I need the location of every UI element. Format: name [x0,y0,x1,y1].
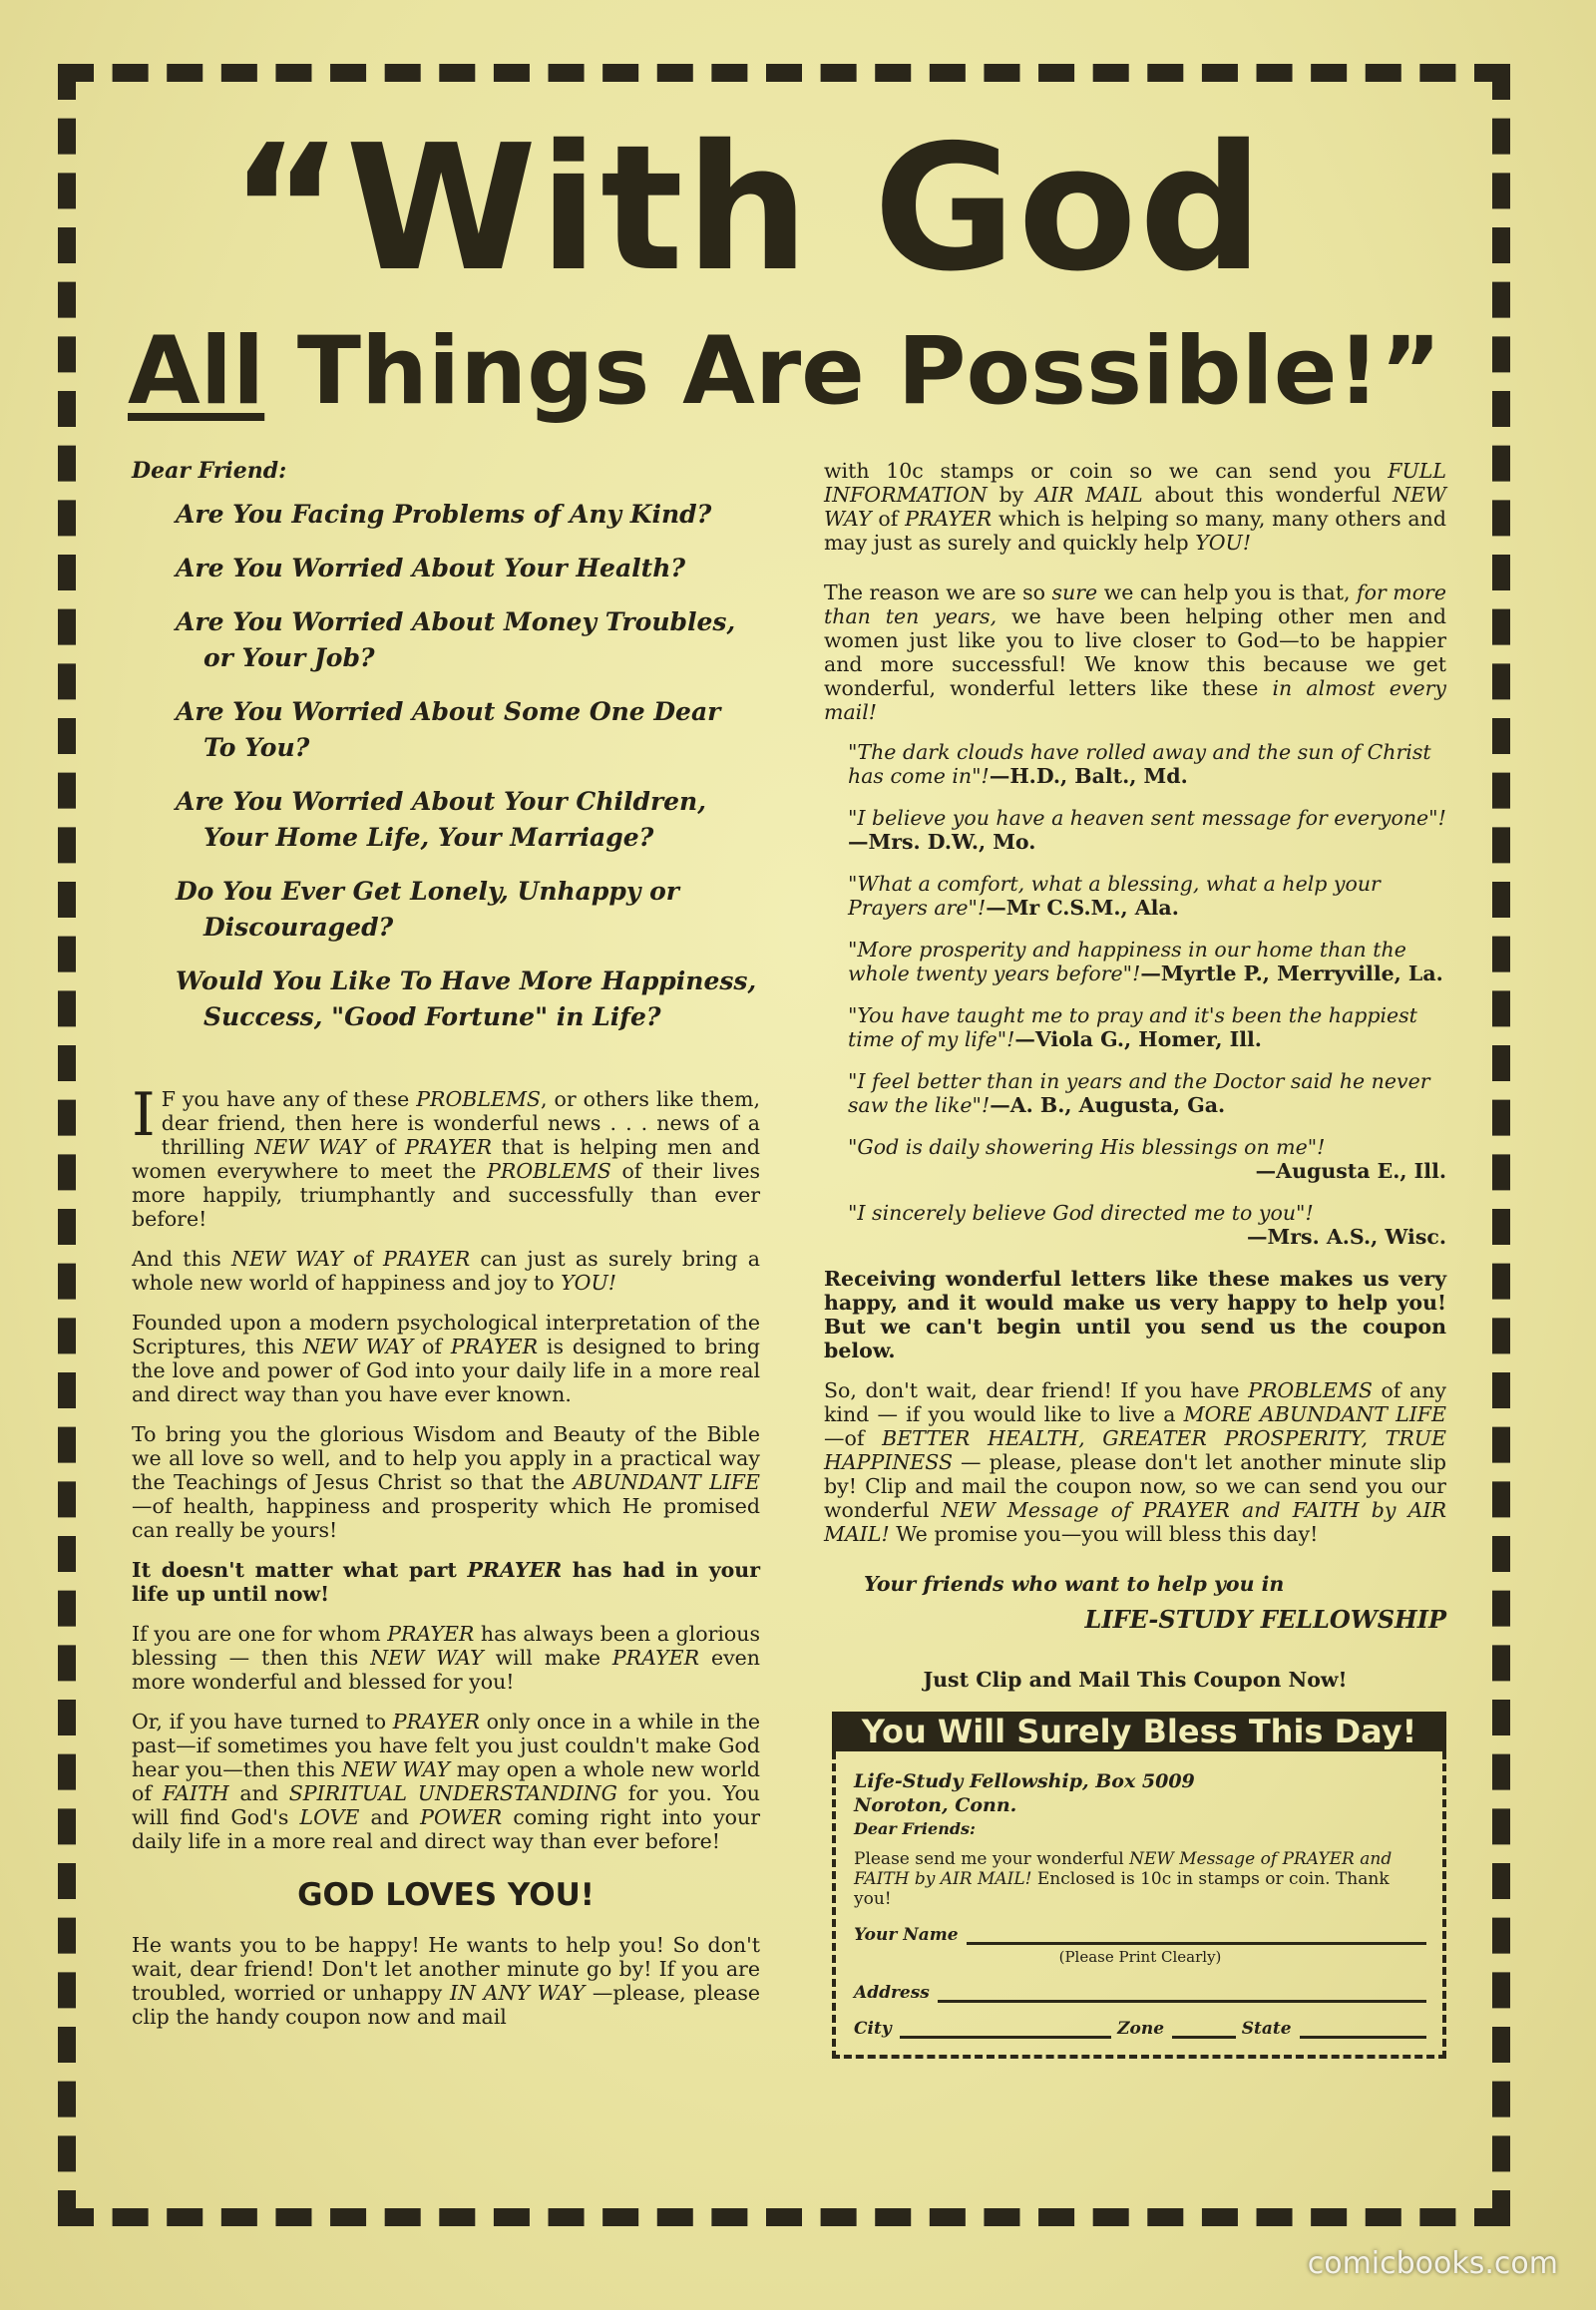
name-input-line[interactable] [967,1928,1426,1945]
zone-input-line[interactable] [1172,2022,1236,2039]
coupon-body: Please send me your wonderful NEW Message of PRAYER and FAITH by AIR MAIL! Enclosed is 10c in stamps or coin. Thank you! [854,1849,1393,1909]
signoff-organization: LIFE-STUDY FELLOWSHIP [1084,1605,1446,1634]
testimonial-8: "I sincerely believe God directed me to you"! —Mrs. A.S., Wisc. [848,1201,1446,1249]
question-7: Would You Like To Have More Happiness, Success, "Good Fortune" in Life? [176,966,757,1031]
paragraph-2: And this NEW WAY of PRAYER can just as surely bring a whole new world of happiness and joy to YOU! [132,1247,761,1295]
signoff-line: Your friends who want to help you in [864,1572,1285,1596]
address-field[interactable]: Address [854,1983,1426,2003]
god-loves-you-heading: GOD LOVES YOU! [297,1877,595,1913]
question-1: Are You Facing Problems of Any Kind? [176,500,712,529]
paragraph-5: It doesn't matter what part PRAYER has had in your life up until now! [132,1558,760,1606]
city-input-line[interactable] [900,2022,1111,2039]
testimonial-5: "You have taught me to pray and it's been the happiest time of my life"!—Viola G., Homer, Ill. [848,1003,1417,1051]
paragraph-4: To bring you the glorious Wisdom and Beauty of the Bible we all love so well, and to help you apply in a practical way the Teachings of Jesus Christ so that the ABUNDANT LIFE—of health, happiness and prosperity which He promised can really be yours! [132,1422,760,1542]
right-paragraph-2: The reason we are so sure we can help you is that, for more than ten years, we have been helping other men and women just like you to live closer to God—to be happier and more successful! We know this because we get wonderful, wonderful letters like these in almost every mail! [824,580,1446,724]
testimonial-2: "I believe you have a heaven sent message for everyone"!—Mrs. D.W., Mo. [848,806,1446,854]
coupon-banner: You Will Surely Bless This Day! [832,1712,1446,1751]
drop-cap: I [132,1080,156,1150]
state-input-line[interactable] [1300,2022,1426,2039]
city-zone-state-field[interactable]: City Zone State [854,2019,1426,2039]
testimonial-3: "What a comfort, what a blessing, what a help your Prayers are"!—Mr C.S.M., Ala. [848,872,1381,920]
paragraph-1: I F you have any of these PROBLEMS, or others like them, dear friend, then here is wonderful news . . . news of a thrilling NEW WAY of PRAYER that is helping men and women everywhere to meet the PROBLEMS of their lives more happily, triumphantly and successfully than ever before! [132,1080,761,1231]
question-4: Are You Worried About Some One Dear To You? [176,697,721,762]
paragraph-7: Or, if you have turned to PRAYER only once in a while in the past—if sometimes you have felt you just couldn't make God hear you—then this NEW WAY may open a whole new world of FAITH and SPIRITUAL UNDERSTANDING for you. You will find God's LOVE and POWER coming right into your daily life in a more real and direct way than ever before! [132,1710,760,1853]
print-clearly-hint: (Please Print Clearly) [1058,1948,1222,1966]
question-3: Are You Worried About Money Troubles, or Your Job? [176,607,736,672]
paragraph-3: Founded upon a modern psychological interpretation of the Scriptures, this NEW WAY of PRAYER is designed to bring the love and power of God into your daily life in a more real and direct way than you have ever known. [132,1311,761,1406]
address-input-line[interactable] [938,1986,1426,2003]
site-watermark: comicbooks.com [1307,2246,1558,2281]
right-paragraph-4: So, don't wait, dear friend! If you have PROBLEMS of any kind — if you would like to live a MORE ABUNDANT LIFE—of BETTER HEALTH, GREATER PROSPERITY, TRUE HAPPINESS — please, please don't let another minute slip by! Clip and mail the coupon now, so we can send you our wonderful NEW Message of PRAYER and FAITH by AIR MAIL! We promise you—you will bless this day! [824,1378,1446,1546]
coupon-greeting: Dear Friends: [854,1819,976,1838]
left-column [132,459,760,2045]
question-2: Are You Worried About Your Health? [176,554,686,582]
headline-line-2 [128,317,1464,427]
headline-all-underlined: All [128,317,265,426]
testimonial-4: "More prosperity and happiness in our home than the whole twenty years before"!—Myrtle P., Merryville, La. [848,938,1443,985]
right-paragraph-3: Receiving wonderful letters like these makes us very happy, and it would make us very happy to help you! But we can't begin until you send us the coupon below. [824,1267,1446,1362]
testimonial-7: "God is daily showering His blessings on me"! —Augusta E., Ill. [848,1135,1446,1183]
right-column [824,459,1446,2059]
coupon-address-line-2: Noroton, Conn. [854,1794,1017,1816]
paragraph-8: He wants you to be happy! He wants to help you! So don't wait, dear friend! Don't let another minute go by! If you are troubled, worried or unhappy IN ANY WAY —please, please clip the handy coupon now and mail [132,1933,761,2029]
salutation: Dear Friend: [132,458,287,484]
testimonial-6: "I feel better than in years and the Doctor said he never saw the like"!—A. B., Augusta, Ga. [848,1069,1430,1117]
headline-line-2-rest: Things Are Possible!” [264,317,1442,426]
question-6: Do You Ever Get Lonely, Unhappy or Discouraged? [176,877,679,942]
right-paragraph-1: with 10c stamps or coin so we can send you FULL INFORMATION by AIR MAIL about this wonderful NEW WAY of PRAYER which is helping so many, many others and may just as surely and quickly help YOU! [824,459,1446,555]
testimonial-1: "The dark clouds have rolled away and the sun of Christ has come in"!—H.D., Balt., Md. [848,740,1431,788]
question-5: Are You Worried About Your Children, Your Home Life, Your Marriage? [176,787,706,852]
headline-line-1: “With God [229,108,1266,310]
clip-coupon-instruction: Just Clip and Mail This Coupon Now! [923,1668,1348,1692]
paragraph-6: If you are one for whom PRAYER has always been a glorious blessing — then this NEW WAY will make PRAYER even more wonderful and blessed for you! [132,1622,760,1694]
name-field[interactable]: Your Name [854,1925,1426,1945]
coupon-address-line-1: Life-Study Fellowship, Box 5009 [854,1770,1195,1792]
mail-coupon[interactable] [832,1751,1446,2059]
